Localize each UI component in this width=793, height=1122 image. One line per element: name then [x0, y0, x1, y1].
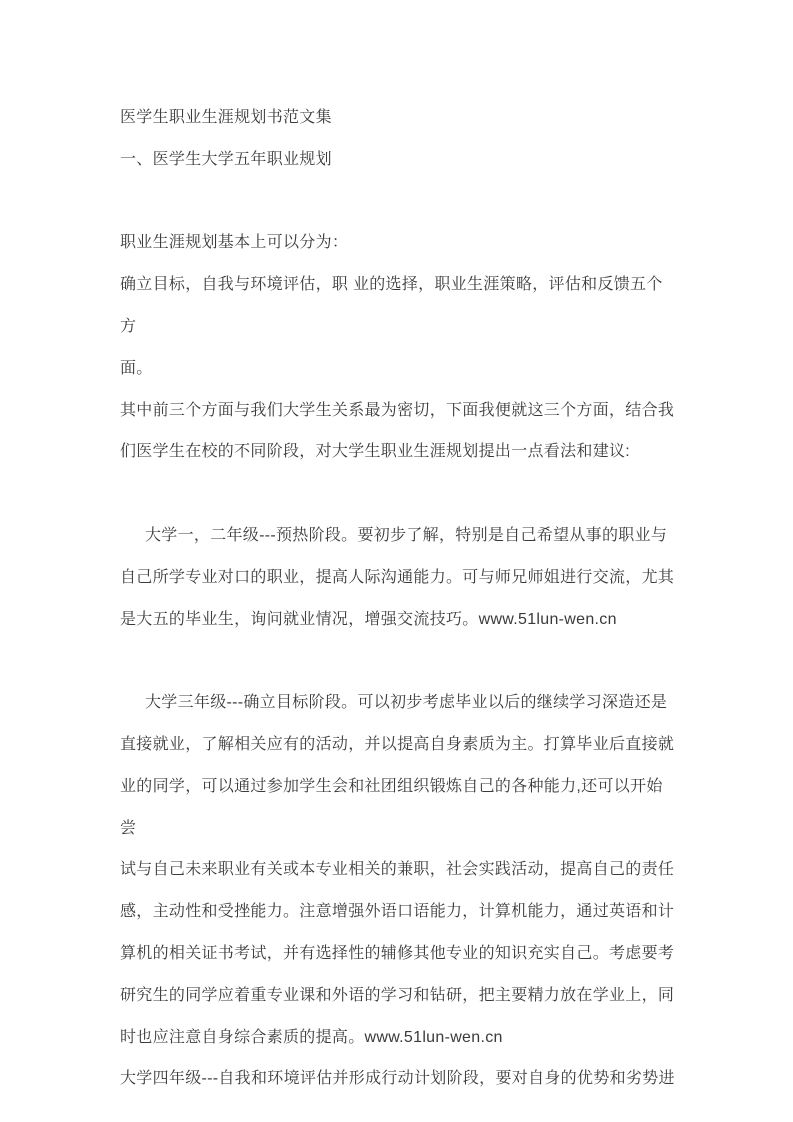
- document-title-line: 医学生职业生涯规划书范文集: [120, 109, 332, 126]
- text-line: 确立目标，自我与环境评估，职 业的选择，职业生涯策略，评估和反馈五个方: [120, 276, 663, 335]
- text-line: 其中前三个方面与我们大学生关系最为密切，下面我便就这三个方面，结合我: [120, 401, 675, 419]
- blank-line: [120, 640, 676, 682]
- text-line: 感，主动性和受挫能力。注意增强外语口语能力，计算机能力，通过英语和计: [120, 903, 675, 921]
- text-line: 大学三年级---确立目标阶段。可以初步考虑毕业以后的继续学习深造还是: [145, 694, 668, 712]
- text-line: 研究生的同学应着重专业课和外语的学习和钻研，把主要精力放在学业上，同: [120, 986, 675, 1004]
- blank-line: [120, 181, 676, 223]
- text-line: 时也应注意自身综合素质的提高。www.51lun-wen.cn: [120, 1028, 503, 1046]
- text-line: 面。: [120, 359, 153, 377]
- text-line: 们医学生在校的不同阶段，对大学生职业生涯规划提出一点看法和建议:: [120, 443, 631, 461]
- text-line: 业的同学，可以通过参加学生会和社团组织锻炼自己的各种能力,还可以开始尝: [120, 777, 663, 837]
- text-line: 是大五的毕业生，询问就业情况，增强交流技巧。www.51lun-wen.cn: [120, 610, 617, 628]
- text-line: 直接就业，了解相关应有的活动，并以提高自身素质为主。打算毕业后直接就: [120, 735, 675, 753]
- text-line: 自己所学专业对口的职业，提高人际沟通能力。可与师兄师姐进行交流，尤其: [120, 568, 675, 586]
- blank-line: [120, 473, 676, 515]
- text-line: 大学一，二年级---预热阶段。要初步了解，特别是自己希望从事的职业与: [145, 526, 668, 544]
- document-text-block: [120, 97, 676, 1100]
- text-line: 大学四年级---自我和环境评估并形成行动计划阶段，要对自身的优势和劣势进: [120, 1070, 675, 1088]
- section-heading-line: 一、医学生大学五年职业规划: [120, 150, 332, 168]
- text-line: 职业生涯规划基本上可以分为：: [120, 234, 349, 252]
- text-line: 算机的相关证书考试，并有选择性的辅修其他专业的知识充实自己。考虑要考: [120, 944, 675, 962]
- text-line: 试与自己未来职业有关或本专业相关的兼职，社会实践活动，提高自己的责任: [120, 861, 675, 879]
